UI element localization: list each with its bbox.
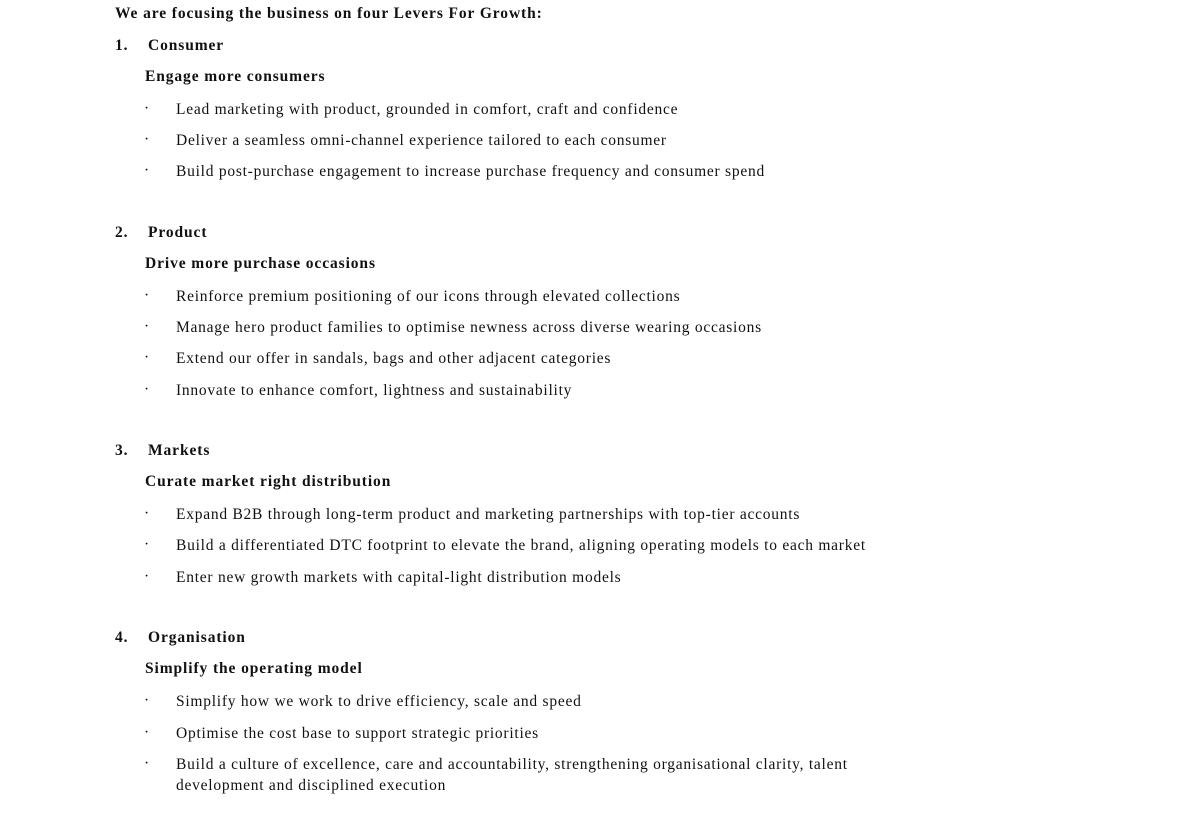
bullet-icon: ·: [144, 162, 150, 179]
bullet-icon: ·: [144, 755, 150, 772]
section-number: 3.: [115, 442, 129, 459]
section-title-consumer: Consumer: [148, 37, 225, 54]
bullet-icon: ·: [144, 505, 150, 522]
bullet-item: Build a culture of excellence, care and accountability, strengthening organisational clarity, talent development and disciplined execution: [176, 756, 848, 794]
bullet-icon: ·: [144, 100, 150, 117]
section-subtitle: Drive more purchase occasions: [145, 255, 376, 272]
bullet-icon: ·: [144, 724, 150, 741]
bullet-icon: ·: [144, 568, 150, 585]
bullet-item: Optimise the cost base to support strategic priorities: [176, 725, 539, 742]
section-title-product: Product: [148, 224, 208, 241]
bullet-item: Expand B2B through long-term product and marketing partnerships with top-tier accounts: [176, 506, 801, 523]
bullet-icon: ·: [144, 287, 150, 304]
bullet-item: Reinforce premium positioning of our icons through elevated collections: [176, 288, 681, 305]
bullet-item: Simplify how we work to drive efficiency, scale and speed: [176, 693, 582, 710]
section-subtitle: Engage more consumers: [145, 68, 326, 85]
section-subtitle: Curate market right distribution: [145, 473, 392, 490]
bullet-icon: ·: [144, 349, 150, 366]
bullet-icon: ·: [144, 318, 150, 335]
section-number: 2.: [115, 224, 129, 241]
bullet-icon: ·: [144, 381, 150, 398]
section-number: 1.: [115, 37, 129, 54]
bullet-icon: ·: [144, 536, 150, 553]
bullet-item: Lead marketing with product, grounded in comfort, craft and confidence: [176, 101, 679, 118]
bullet-item: Build a differentiated DTC footprint to elevate the brand, aligning operating models to each market: [176, 537, 866, 554]
bullet-item: Deliver a seamless omni-channel experience tailored to each consumer: [176, 132, 667, 149]
section-subtitle: Simplify the operating model: [145, 660, 363, 677]
bullet-item: Innovate to enhance comfort, lightness and sustainability: [176, 382, 573, 399]
bullet-icon: ·: [144, 131, 150, 148]
bullet-item: Enter new growth markets with capital-light distribution models: [176, 569, 622, 586]
section-title-organisation: Organisation: [148, 629, 246, 646]
bullet-item: Build post-purchase engagement to increase purchase frequency and consumer spend: [176, 163, 765, 180]
bullet-item: Manage hero product families to optimise newness across diverse wearing occasions: [176, 319, 762, 336]
bullet-item: Extend our offer in sandals, bags and other adjacent categories: [176, 350, 612, 367]
bullet-icon: ·: [144, 692, 150, 709]
intro-heading: We are focusing the business on four Levers For Growth:: [115, 5, 543, 22]
section-title-markets: Markets: [148, 442, 211, 459]
section-number: 4.: [115, 629, 129, 646]
